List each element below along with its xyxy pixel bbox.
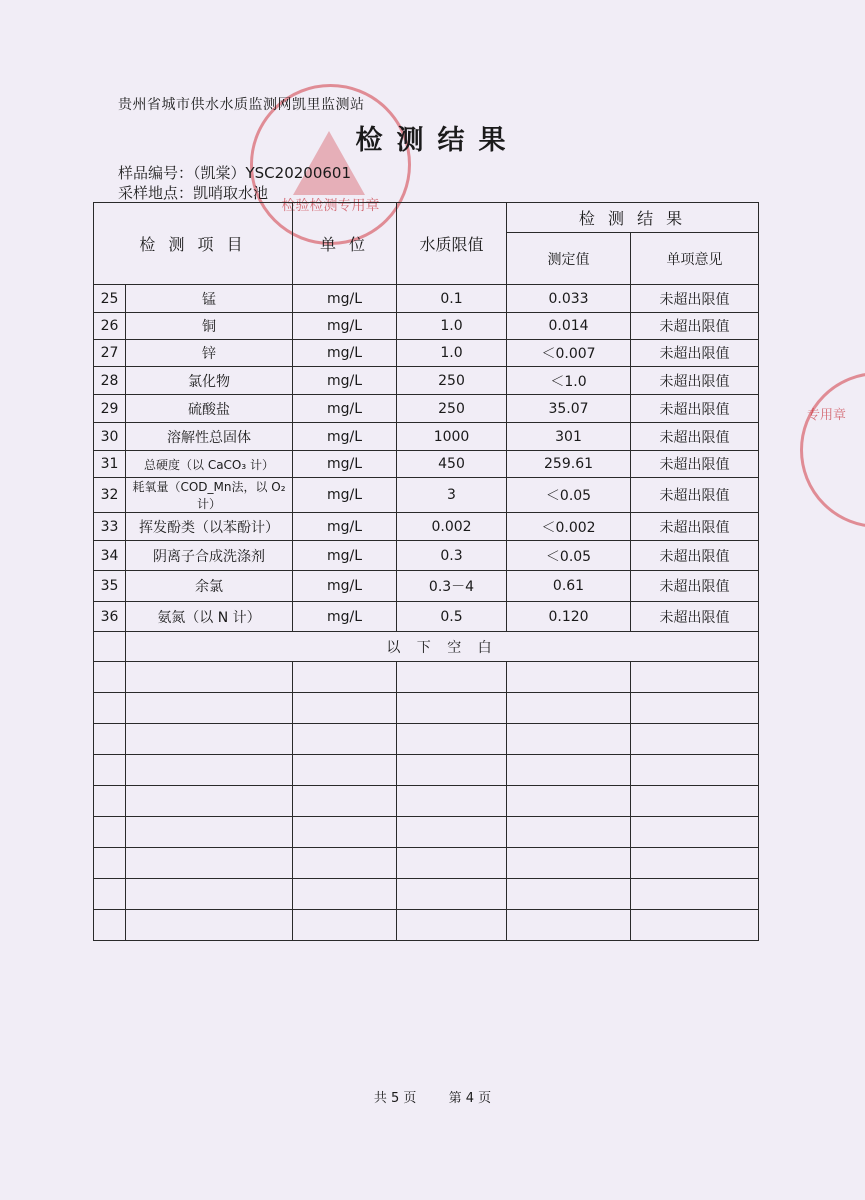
table-row [94,367,759,395]
sample-number: 样品编号：（凯棠）YSC20200601 [118,164,352,182]
row-opinion: 未超出限值 [631,285,759,313]
blank-cell [631,693,759,724]
blank-note: 以 下 空 白 [126,632,759,662]
blank-cell [631,755,759,786]
blank-cell [293,786,397,817]
blank-cell [293,724,397,755]
row-value: 0.61 [507,571,631,602]
blank-cell [126,848,293,879]
row-item: 耗氧量（COD_Mn法，以 O₂ 计） [126,478,293,513]
blank-row [94,662,759,693]
row-value: ＜0.05 [507,541,631,571]
row-item: 硫酸盐 [126,395,293,423]
blank-cell [94,662,126,693]
row-limit: 1.0 [397,340,507,367]
blank-row [94,910,759,941]
row-value: 301 [507,423,631,451]
blank-cell [631,662,759,693]
blank-cell [94,693,126,724]
row-limit: 1.0 [397,313,507,340]
blank-cell [293,879,397,910]
row-item: 氨氮（以 N 计） [126,602,293,632]
blank-cell [631,724,759,755]
row-unit: mg/L [293,285,397,313]
blank-cell [507,724,631,755]
row-opinion: 未超出限值 [631,367,759,395]
table-row [94,451,759,478]
table-row [94,541,759,571]
row-limit: 250 [397,395,507,423]
page-number: 第 4 页 [448,1091,492,1106]
row-value: 0.033 [507,285,631,313]
page-total: 共 5 页 [373,1091,417,1106]
row-unit: mg/L [293,602,397,632]
table-row [94,478,759,513]
row-limit: 0.1 [397,285,507,313]
table-row [94,395,759,423]
blank-cell [94,817,126,848]
blank-cell [507,817,631,848]
row-limit: 0.3－4 [397,571,507,602]
blank-cell [631,879,759,910]
row-unit: mg/L [293,395,397,423]
blank-row [94,755,759,786]
blank-cell [126,724,293,755]
row-item: 氯化物 [126,367,293,395]
row-unit: mg/L [293,313,397,340]
row-opinion: 未超出限值 [631,451,759,478]
blank-cell [507,879,631,910]
blank-cell [94,755,126,786]
blank-cell [126,879,293,910]
organization-name: 贵州省城市供水水质监测网凯里监测站 [118,97,365,113]
blank-cell [126,693,293,724]
row-opinion: 未超出限值 [631,395,759,423]
blank-cell [293,693,397,724]
blank-row [94,848,759,879]
row-item: 余氯 [126,571,293,602]
row-limit: 0.3 [397,541,507,571]
blank-cell [397,848,507,879]
row-number: 30 [94,423,126,451]
sampling-location: 采样地点：凯哨取水池 [118,184,269,202]
row-number: 28 [94,367,126,395]
table-row [94,285,759,313]
blank-cell [397,693,507,724]
blank-cell [507,755,631,786]
blank-row [94,693,759,724]
blank-cell [94,786,126,817]
row-number: 31 [94,451,126,478]
row-opinion: 未超出限值 [631,313,759,340]
row-unit: mg/L [293,513,397,541]
row-unit: mg/L [293,367,397,395]
row-item: 溶解性总固体 [126,423,293,451]
row-number: 27 [94,340,126,367]
blank-cell [631,817,759,848]
row-unit: mg/L [293,478,397,513]
blank-cell [293,662,397,693]
row-opinion: 未超出限值 [631,571,759,602]
blank-cell [94,724,126,755]
row-limit: 250 [397,367,507,395]
blank-cell [126,662,293,693]
side-seal [800,372,865,528]
row-number: 32 [94,478,126,513]
header-unit: 单 位 [293,203,397,285]
row-number: 26 [94,313,126,340]
blank-cell [631,786,759,817]
row-unit: mg/L [293,423,397,451]
header-limit: 水质限值 [397,203,507,285]
table-row [94,423,759,451]
side-seal-text: 专用章 [807,408,847,423]
blank-cell [631,910,759,941]
page-footer [0,1087,865,1106]
row-number: 33 [94,513,126,541]
blank-cell [507,848,631,879]
blank-cell [293,910,397,941]
row-unit: mg/L [293,571,397,602]
blank-cell [293,755,397,786]
blank-row [94,879,759,910]
blank-cell [397,755,507,786]
seal-text: 检验检测专用章 [281,198,380,214]
table-row [94,513,759,541]
blank-cell [397,910,507,941]
row-value: 35.07 [507,395,631,423]
blank-cell [507,662,631,693]
blank-cell [126,910,293,941]
blank-cell [126,786,293,817]
blank-cell [126,755,293,786]
table-row [94,602,759,632]
blank-cell [507,693,631,724]
row-limit: 0.5 [397,602,507,632]
row-item: 挥发酚类（以苯酚计） [126,513,293,541]
row-limit: 450 [397,451,507,478]
header-opinion: 单项意见 [631,233,759,285]
table-row [94,571,759,602]
blank-row [94,724,759,755]
row-limit: 3 [397,478,507,513]
row-unit: mg/L [293,451,397,478]
row-number: 25 [94,285,126,313]
row-value: 0.014 [507,313,631,340]
header-item: 检 测 项 目 [94,203,293,285]
row-item: 锌 [126,340,293,367]
row-limit: 0.002 [397,513,507,541]
row-item: 阴离子合成洗涤剂 [126,541,293,571]
blank-cell [126,817,293,848]
row-item: 总硬度（以 CaCO₃ 计） [126,451,293,478]
row-value: 259.61 [507,451,631,478]
row-value: ＜1.0 [507,367,631,395]
blank-cell [397,817,507,848]
blank-cell [397,662,507,693]
row-value: ＜0.05 [507,478,631,513]
row-number: 29 [94,395,126,423]
row-number: 35 [94,571,126,602]
blank-cell [507,786,631,817]
blank-cell [397,879,507,910]
blank-cell [397,724,507,755]
row-value: ＜0.002 [507,513,631,541]
row-opinion: 未超出限值 [631,513,759,541]
header-measured: 测定值 [507,233,631,285]
row-number: 36 [94,602,126,632]
blank-cell [397,786,507,817]
header-result-group: 检 测 结 果 [507,203,759,233]
row-number: 34 [94,541,126,571]
row-opinion: 未超出限值 [631,423,759,451]
row-opinion: 未超出限值 [631,602,759,632]
row-value: 0.120 [507,602,631,632]
blank-cell [507,910,631,941]
results-table [93,202,759,941]
row-limit: 1000 [397,423,507,451]
blank-cell [293,848,397,879]
row-opinion: 未超出限值 [631,340,759,367]
page-title: 检测结果 [355,125,520,156]
row-opinion: 未超出限值 [631,478,759,513]
row-value: ＜0.007 [507,340,631,367]
blank-cell [631,848,759,879]
row-unit: mg/L [293,541,397,571]
row-unit: mg/L [293,340,397,367]
row-item: 锰 [126,285,293,313]
blank-cell [293,817,397,848]
blank-row [94,786,759,817]
table-row [94,313,759,340]
blank-row [94,817,759,848]
blank-cell [94,910,126,941]
row-opinion: 未超出限值 [631,541,759,571]
blank-cell [94,879,126,910]
table-row [94,340,759,367]
blank-cell [94,848,126,879]
row-item: 铜 [126,313,293,340]
